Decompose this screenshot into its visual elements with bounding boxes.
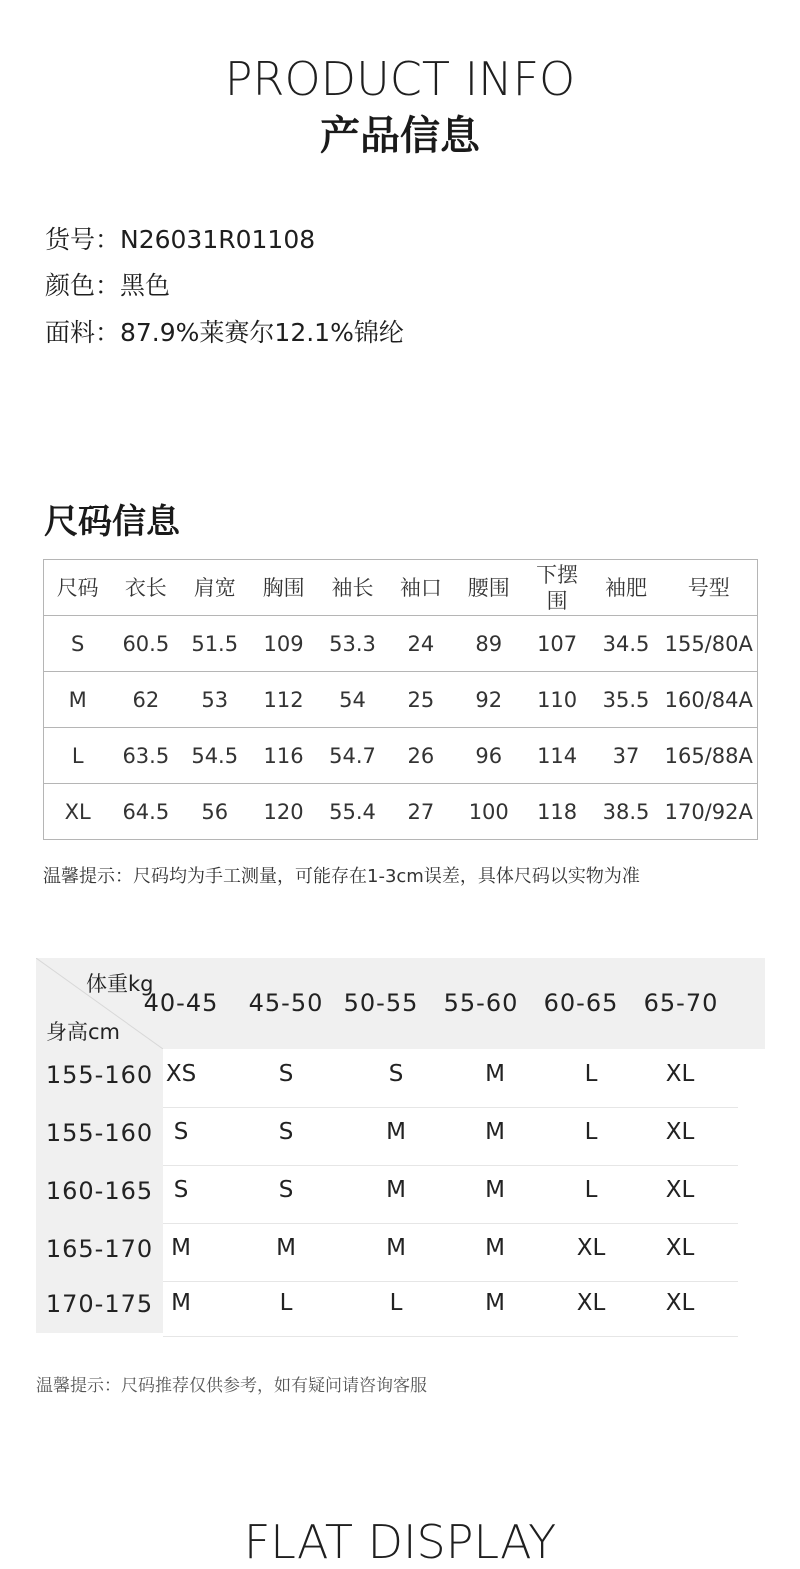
size-table-header-cell: 号型 xyxy=(660,560,757,616)
recommended-size-cell: XL xyxy=(665,1290,695,1316)
size-table-cell: 60.5 xyxy=(111,616,180,672)
height-range-cell: 155-160 xyxy=(45,1061,154,1089)
size-table-row xyxy=(44,728,758,784)
size-table-cell: 37 xyxy=(592,728,661,784)
size-table-cell: M xyxy=(44,672,112,728)
row-divider xyxy=(163,1336,738,1337)
recommended-size-cell: XL xyxy=(665,1119,695,1145)
weight-range-header: 40-45 xyxy=(143,989,219,1017)
weight-range-header: 60-65 xyxy=(543,989,619,1017)
weight-range-header: 65-70 xyxy=(643,989,719,1017)
size-table-cell: 54.5 xyxy=(180,728,249,784)
height-range-cell: 165-170 xyxy=(45,1235,154,1263)
size-table-cell: 64.5 xyxy=(111,784,180,840)
size-table-cell: 24 xyxy=(387,616,455,672)
size-table-cell: 109 xyxy=(249,616,318,672)
size-table-cell: 92 xyxy=(455,672,523,728)
size-table-cell: 118 xyxy=(523,784,592,840)
size-table-cell: 53 xyxy=(180,672,249,728)
size-table-header-cell: 腰围 xyxy=(455,560,523,616)
recommended-size-cell: M xyxy=(386,1235,406,1261)
size-table-header-cell: 衣长 xyxy=(111,560,180,616)
size-table-cell: 54.7 xyxy=(318,728,387,784)
size-table-cell: XL xyxy=(44,784,112,840)
weight-range-header: 45-50 xyxy=(248,989,324,1017)
size-table-cell: 56 xyxy=(180,784,249,840)
sku-line: 货号：N26031R01108 xyxy=(45,225,316,254)
recommended-size-cell: XL xyxy=(576,1235,606,1261)
row-divider xyxy=(163,1223,738,1224)
size-table-header-cell: 袖肥 xyxy=(592,560,661,616)
size-table-cell: 116 xyxy=(249,728,318,784)
size-table-cell: 55.4 xyxy=(318,784,387,840)
recommended-size-cell: S xyxy=(173,1177,189,1203)
size-recommendation-table xyxy=(36,958,765,1333)
size-table-row xyxy=(44,616,758,672)
recommended-size-cell: XS xyxy=(165,1061,197,1087)
size-table-header-cell: 袖口 xyxy=(387,560,455,616)
recommended-size-cell: M xyxy=(386,1119,406,1145)
size-table-cell: 100 xyxy=(455,784,523,840)
size-table-cell: 54 xyxy=(318,672,387,728)
row-divider xyxy=(163,1107,738,1108)
height-axis-label: 身高cm xyxy=(46,1020,121,1044)
size-table-cell: 27 xyxy=(387,784,455,840)
size-table-header-cell: 肩宽 xyxy=(180,560,249,616)
height-range-cell: 155-160 xyxy=(45,1119,154,1147)
height-range-cell: 170-175 xyxy=(45,1290,154,1318)
height-range-cell: 160-165 xyxy=(45,1177,154,1205)
recommendation-note: 温馨提示：尺码推荐仅供参考，如有疑问请咨询客服 xyxy=(36,1376,427,1396)
size-table-header-cell: 胸围 xyxy=(249,560,318,616)
recommended-size-cell: M xyxy=(276,1235,296,1261)
size-table xyxy=(43,559,758,840)
product-info-title-cn: 产品信息 xyxy=(320,113,480,159)
row-divider xyxy=(163,1281,738,1282)
recommended-size-cell: S xyxy=(278,1177,294,1203)
recommended-size-cell: L xyxy=(584,1061,598,1087)
recommended-size-cell: M xyxy=(485,1290,505,1316)
recommended-size-cell: M xyxy=(485,1119,505,1145)
recommended-size-cell: M xyxy=(485,1235,505,1261)
size-table-cell: 170/92A xyxy=(660,784,757,840)
size-table-cell: 38.5 xyxy=(592,784,661,840)
recommended-size-cell: M xyxy=(171,1235,191,1261)
color-line: 颜色：黑色 xyxy=(45,271,171,300)
size-table-row xyxy=(44,784,758,840)
size-table-cell: 62 xyxy=(111,672,180,728)
recommended-size-cell: L xyxy=(584,1177,598,1203)
size-table-cell: L xyxy=(44,728,112,784)
size-table-cell: 26 xyxy=(387,728,455,784)
size-table-cell: S xyxy=(44,616,112,672)
recommended-size-cell: S xyxy=(173,1119,189,1145)
size-table-cell: 89 xyxy=(455,616,523,672)
recommended-size-cell: S xyxy=(278,1061,294,1087)
recommended-size-cell: L xyxy=(584,1119,598,1145)
recommended-size-cell: S xyxy=(388,1061,404,1087)
recommended-size-cell: XL xyxy=(576,1290,606,1316)
size-table-cell: 34.5 xyxy=(592,616,661,672)
recommended-size-cell: L xyxy=(389,1290,403,1316)
size-table-cell: 63.5 xyxy=(111,728,180,784)
recommended-size-cell: M xyxy=(485,1061,505,1087)
flat-display-title: FLAT DISPLAY xyxy=(243,1515,557,1569)
weight-axis-label: 体重kg xyxy=(86,972,154,996)
size-table-cell: 155/80A xyxy=(660,616,757,672)
weight-range-header: 55-60 xyxy=(443,989,519,1017)
size-table-row xyxy=(44,672,758,728)
size-table-header-cell: 尺码 xyxy=(44,560,112,616)
weight-range-header: 50-55 xyxy=(343,989,419,1017)
size-table-header-cell: 下摆 围 xyxy=(523,560,592,616)
size-note: 温馨提示：尺码均为手工测量，可能存在1-3cm误差，具体尺码以实物为准 xyxy=(43,866,640,887)
recommended-size-cell: XL xyxy=(665,1235,695,1261)
row-divider xyxy=(163,1165,738,1166)
size-table-cell: 165/88A xyxy=(660,728,757,784)
recommended-size-cell: M xyxy=(171,1290,191,1316)
size-table-cell: 107 xyxy=(523,616,592,672)
size-table-cell: 160/84A xyxy=(660,672,757,728)
recommended-size-cell: XL xyxy=(665,1061,695,1087)
size-table-cell: 35.5 xyxy=(592,672,661,728)
size-table-header-cell: 袖长 xyxy=(318,560,387,616)
size-table-cell: 51.5 xyxy=(180,616,249,672)
size-table-cell: 96 xyxy=(455,728,523,784)
recommended-size-cell: XL xyxy=(665,1177,695,1203)
size-table-cell: 120 xyxy=(249,784,318,840)
size-table-cell: 114 xyxy=(523,728,592,784)
size-table-cell: 112 xyxy=(249,672,318,728)
size-table-cell: 110 xyxy=(523,672,592,728)
fabric-line: 面料：87.9%莱赛尔12.1%锦纶 xyxy=(45,318,404,347)
size-table-cell: 53.3 xyxy=(318,616,387,672)
size-table-header xyxy=(44,560,758,616)
size-info-title: 尺码信息 xyxy=(44,502,180,542)
product-info-title-en: PRODUCT INFO xyxy=(224,52,576,106)
recommended-size-cell: L xyxy=(279,1290,293,1316)
size-table-cell: 25 xyxy=(387,672,455,728)
recommended-size-cell: S xyxy=(278,1119,294,1145)
recommended-size-cell: M xyxy=(386,1177,406,1203)
recommended-size-cell: M xyxy=(485,1177,505,1203)
